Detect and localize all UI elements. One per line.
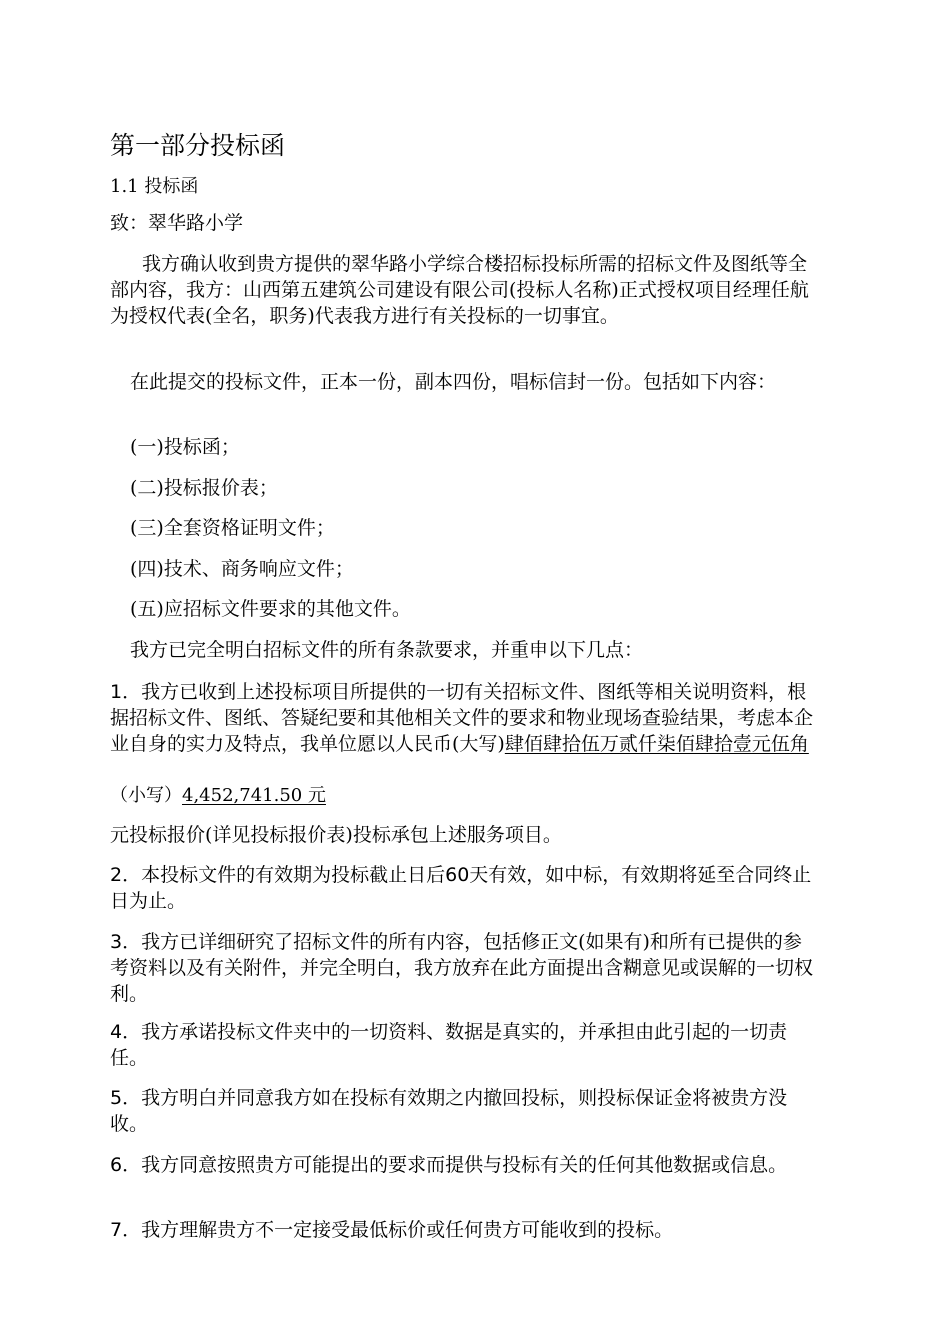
point-text: 本投标文件的有效期为投标截止日后 xyxy=(141,864,446,886)
point-number: 2． xyxy=(110,864,142,886)
amount-uppercase: 肆佰肆拾伍万贰仟柒佰肆拾壹元伍角 xyxy=(504,733,809,755)
point-4 xyxy=(110,1019,820,1071)
point-text: 我方同意按照贵方可能提出的要求而提供与投标有关的任何其他数据或信息。 xyxy=(141,1154,788,1176)
point-number: 7． xyxy=(110,1219,142,1241)
amount-lowercase-label: （小写） xyxy=(110,785,182,806)
point-7 xyxy=(110,1217,820,1243)
paragraph-quote: 元投标报价(详见投标报价表)投标承包上述服务项目。 xyxy=(110,824,562,846)
point-6 xyxy=(110,1152,820,1178)
point-text: 我方已收到上述投标项目所提供的一切有关招标文件、图纸等相关说明资料，根据招标文件、图纸、答疑纪要和其他相关文件的要求和物业现场查验结果，考虑本企业自身的实力及特点，我单位愿以人民币(大写) xyxy=(110,681,814,755)
amount-lowercase: 4,452,741.50 元 xyxy=(182,785,326,806)
point-text: 我方承诺投标文件夹中的一切资料、数据是真实的，并承担由此引起的一切责任。 xyxy=(110,1021,788,1069)
paragraph-submission: 在此提交的投标文件，正本一份，副本四份，唱标信封一份。包括如下内容： xyxy=(130,371,777,393)
paragraph-confirmation: 我方确认收到贵方提供的翠华路小学综合楼招标投标所需的招标文件及图纸等全部内容，我方：山西第五建筑公司建设有限公司(投标人名称)正式授权项目经理任航为授权代表(全名，职务)代表我方进行有关投标的一切事宜。 xyxy=(110,253,809,327)
point-text: 我方已详细研究了招标文件的所有内容，包括修正文(如果有)和所有已提供的参考资料以及有关附件，并完全明白，我方放弃在此方面提出含糊意见或误解的一切权利。 xyxy=(110,931,814,1005)
point-2 xyxy=(110,862,820,914)
list-item: (五)应招标文件要求的其他文件。 xyxy=(130,598,411,620)
validity-days: 60 xyxy=(445,864,470,886)
point-number: 4． xyxy=(110,1021,142,1043)
point-5 xyxy=(110,1085,820,1137)
point-text-rest: 天有效，如中标，有效期将延至合同终止日为止。 xyxy=(110,864,812,912)
list-item: (二)投标报价表； xyxy=(130,477,278,499)
point-3 xyxy=(110,929,820,1007)
point-1 xyxy=(110,679,820,757)
point-number: 6． xyxy=(110,1154,142,1176)
amount-lowercase-line xyxy=(110,783,820,809)
section-subtitle: 1.1 投标函 xyxy=(110,176,199,197)
list-item: (四)技术、商务响应文件； xyxy=(130,558,354,580)
point-number: 5． xyxy=(110,1087,142,1109)
point-text: 我方明白并同意我方如在投标有效期之内撤回投标，则投标保证金将被贵方没收。 xyxy=(110,1087,788,1135)
point-number: 1． xyxy=(110,681,142,703)
list-item: (一)投标函； xyxy=(130,436,240,458)
recipient-line: 致：翠华路小学 xyxy=(110,212,244,234)
paragraph-reaffirm: 我方已完全明白招标文件的所有条款要求，并重申以下几点： xyxy=(130,639,644,661)
list-item: (三)全套资格证明文件； xyxy=(130,517,335,539)
point-text: 我方理解贵方不一定接受最低标价或任何贵方可能收到的投标。 xyxy=(141,1219,674,1241)
page-title: 第一部分投标函 xyxy=(110,131,286,160)
point-number: 3． xyxy=(110,931,142,953)
